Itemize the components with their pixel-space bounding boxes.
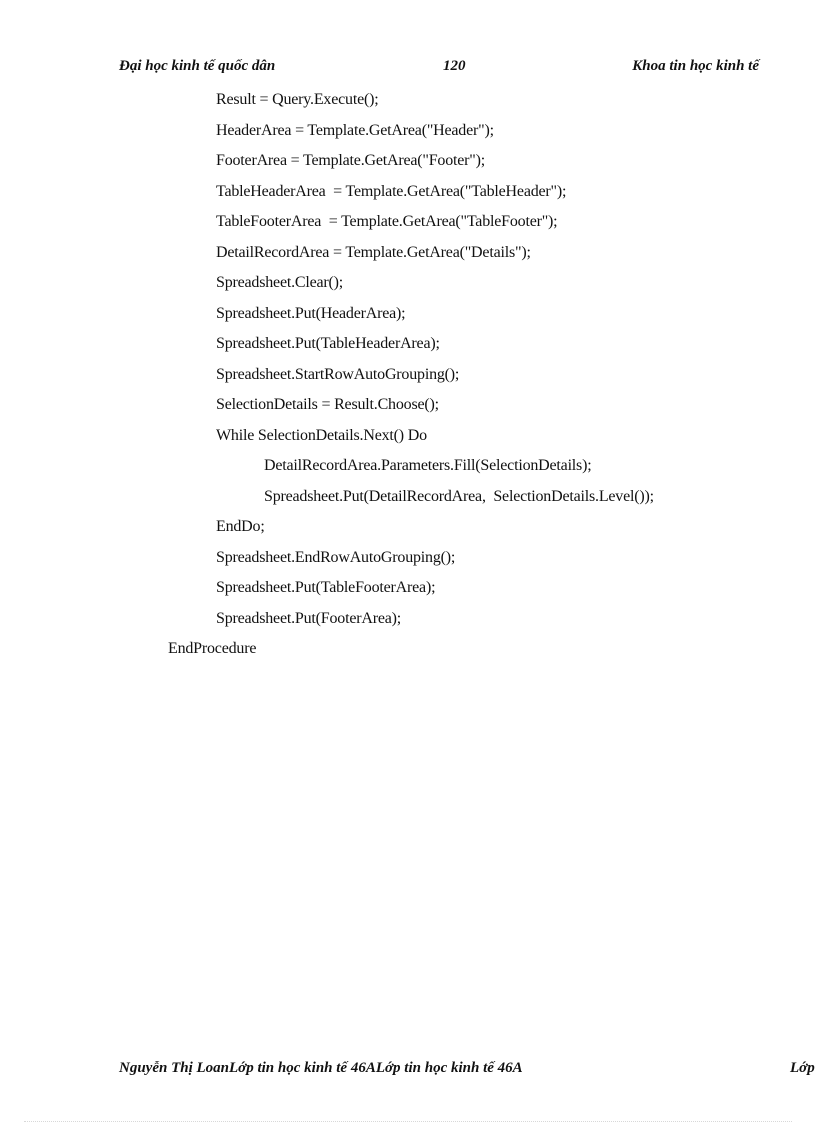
code-line: DetailRecordArea.Parameters.Fill(SelectionDetails); bbox=[264, 457, 592, 474]
page-header bbox=[119, 58, 759, 78]
code-line: Spreadsheet.Clear(); bbox=[216, 274, 344, 291]
code-line: TableHeaderArea = Template.GetArea("TableHeader"); bbox=[216, 182, 567, 200]
bottom-divider bbox=[24, 1121, 792, 1122]
footer-class-truncated: Lớp bbox=[790, 1060, 815, 1076]
code-line: While SelectionDetails.Next() Do bbox=[216, 426, 427, 444]
code-line: Spreadsheet.StartRowAutoGrouping(); bbox=[216, 365, 460, 383]
code-line: FooterArea = Template.GetArea("Footer"); bbox=[216, 152, 486, 169]
code-line: TableFooterArea = Template.GetArea("TableFooter"); bbox=[216, 213, 558, 230]
code-line: DetailRecordArea = Template.GetArea("Details"); bbox=[216, 243, 531, 261]
code-line: EndDo; bbox=[216, 518, 265, 535]
code-line: Spreadsheet.Put(TableHeaderArea); bbox=[216, 335, 440, 352]
header-page-number: 120 bbox=[443, 58, 466, 74]
code-line: Spreadsheet.Put(TableFooterArea); bbox=[216, 579, 436, 596]
code-line: Spreadsheet.EndRowAutoGrouping(); bbox=[216, 548, 456, 566]
code-line: HeaderArea = Template.GetArea("Header"); bbox=[216, 121, 494, 139]
code-line: SelectionDetails = Result.Choose(); bbox=[216, 396, 439, 413]
code-line: Spreadsheet.Put(FooterArea); bbox=[216, 609, 402, 627]
header-faculty: Khoa tin học kinh tế bbox=[632, 58, 759, 74]
code-line: Result = Query.Execute(); bbox=[216, 91, 379, 108]
header-university: Đại học kinh tế quốc dân bbox=[119, 58, 276, 74]
code-line: Spreadsheet.Put(HeaderArea); bbox=[216, 304, 406, 322]
page-footer bbox=[119, 1060, 816, 1082]
code-line: Spreadsheet.Put(DetailRecordArea, SelectionDetails.Level()); bbox=[264, 487, 654, 505]
footer-author-class: Nguyễn Thị LoanLớp tin học kinh tế 46ALớp tin học kinh tế 46A bbox=[119, 1060, 523, 1076]
code-line: EndProcedure bbox=[168, 640, 257, 657]
